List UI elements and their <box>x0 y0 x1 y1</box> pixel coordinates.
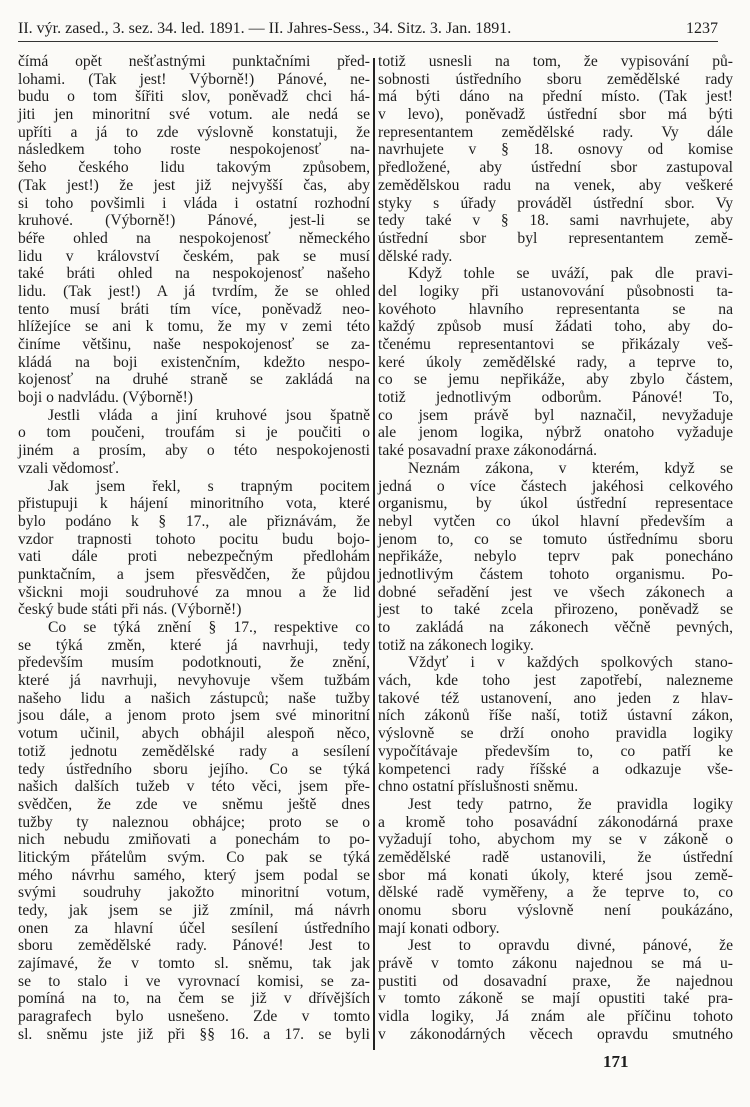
text-line: kovéhoto hlavního representanta se na <box>378 300 733 318</box>
text-line: styky s úřady prováděl ústřední sbor. Vy <box>378 194 733 212</box>
text-line: nepřikáže, nebylo teprv pak ponecháno <box>378 548 733 566</box>
text-line: svými soudruhy jakožto minoritní votum, <box>18 884 370 902</box>
text-line: vyžadují toho, abychom my se v zákoně o <box>378 831 733 849</box>
text-line: punktačním, a jsem přesvědčen, že půjdou <box>18 565 370 583</box>
text-line: hlížejíce se ani k tomu, že my v zemi této <box>18 318 370 336</box>
text-line: jest to také zcela přirozeno, poněvadž se <box>378 601 733 619</box>
text-line: ústřední sbor byl representantem země- <box>378 229 733 247</box>
text-line: takové též ustanovení, ano jeden z hlav- <box>378 689 733 707</box>
text-line: kojenosť na druhé straně se zakládá na <box>18 371 370 389</box>
text-line: litickým přátelům svým. Co pak se týká <box>18 848 370 866</box>
text-line: totiž usnesli na tom, že vypisování pů- <box>378 53 733 70</box>
running-header <box>18 8 718 42</box>
text-line: jiti jen minoritní své votum. ale nedá se <box>18 106 370 124</box>
text-line: chno ostatní příslušnosti sněmu. <box>378 778 579 796</box>
text-line: representantem zemědělské rady. Vy dále <box>378 123 733 141</box>
text-line: organismu, by úkol ústřední representace <box>378 495 733 513</box>
text-line: kompetenci rady říšské a odkazuje vše- <box>378 760 733 778</box>
text-line: v levo), poněvadž ústřední sbor má býti <box>378 106 733 124</box>
text-line: upříti a já to zde výslovně konstatuji, že <box>18 123 370 141</box>
text-line: v zákonodárných věcech opravdu smutného <box>378 1025 733 1043</box>
text-line: sboru zemědělské rady. Pánové! Jest to <box>18 937 370 955</box>
text-line: přistupuji k hájení minoritního vota, které <box>18 495 370 513</box>
text-line: totiž jednotlivým odborům. Pánové! To, <box>378 389 733 407</box>
text-line: nebyl vytčen co úkol hlavní především a <box>378 512 733 530</box>
text-line: lidu. (Tak jest!) A já tvrdím, že se ohled <box>18 282 370 300</box>
running-header-title: II. výr. zased., 3. sez. 34. led. 1891. — II. Jahres-Sess., 34. Sitz. 3. Jan. 1891. <box>18 20 512 37</box>
text-line: se týká změn, které já navrhuji, tedy <box>18 636 370 654</box>
text-line: dobné seřadění jest ve všech zákonech a <box>378 583 733 601</box>
text-line: budu o tom šířiti slov, poněvadž chci há- <box>18 88 370 106</box>
text-line: našeho lidu a našich zástupců; naše tužby <box>18 689 370 707</box>
text-line: našich dalších tužeb v této věci, jsem pře- <box>18 778 370 796</box>
text-line: zajímavé, že v tomto sl. sněmu, tak jak <box>18 955 370 973</box>
text-line: a kromě toho posavádní zákonodárná praxe <box>378 813 733 831</box>
text-line: co se jemu nepřikáže, aby zbylo částem, <box>378 371 733 389</box>
text-line: kládá na boji existenčním, kdežto nespo- <box>18 353 370 371</box>
text-line: Neznám zákona, v kterém, když se <box>408 459 733 477</box>
text-line: mého návrhu samého, který jsem podal se <box>18 866 370 884</box>
text-line: český bude státi při nás. (Výborně!) <box>18 601 242 619</box>
text-line: vzali vědomosť. <box>18 459 120 477</box>
text-line: vypočítávaje především to, co patří ke <box>378 742 733 760</box>
text-line: které já navrhuji, nevyhovuje všem tužbám <box>18 672 370 690</box>
text-line: sbor má konati úkoly, které jsou země- <box>378 866 733 884</box>
text-line: si toho povšimli i vláda i ostatní rozhodní <box>18 194 370 212</box>
text-line: tužby ty naleznou obhájce; proto se o <box>18 813 370 831</box>
text-line: Co se týká znění § 17., respektive co <box>48 619 370 636</box>
text-line: sl. sněmu jste již při §§ 16. a 17. se byli <box>18 1025 370 1043</box>
text-line: vati dále proti nebezpečným předlohám <box>18 548 370 566</box>
text-line: také posavadní praxe zákonodárná. <box>378 442 598 460</box>
text-line: jsou dále, a jenom proto jsem své minoritní <box>18 707 370 725</box>
text-line: keré úkoly zemědělské rady, a teprve to, <box>378 353 733 371</box>
text-line: čímá opět nešťastnými punktačními před- <box>18 53 370 70</box>
text-line: ních zákonů říše naší, totiž ústavní zákon, <box>378 707 733 725</box>
text-line: tedy také v § 18. sami navrhujete, aby <box>378 212 733 230</box>
text-line: to zakládá na zákonech věčně pevných, <box>378 619 733 636</box>
column-divider <box>373 58 375 1050</box>
text-line: zemědělskou radu na venek, aby veškeré <box>378 176 733 194</box>
text-line: tedy, jak jsem se již zmínil, má návrh <box>18 902 370 919</box>
text-line: dělské rady. <box>378 247 453 265</box>
text-line: vách, kde toho jest zapotřebí, nalezneme <box>378 672 733 690</box>
left-column <box>18 53 370 1044</box>
text-line: Jest to opravdu divné, pánové, že <box>408 937 733 955</box>
text-line: Jest tedy patrno, že pravidla logiky <box>408 795 733 813</box>
text-line: šeho českého lidu takovým způsobem, <box>18 159 370 177</box>
text-line: béře ohled na nespokojenosť německého <box>18 229 370 247</box>
text-line: totiž na zákonech logiky. <box>378 636 534 654</box>
text-line: lohami. (Tak jest! Výborně!) Pánové, ne- <box>18 70 370 88</box>
text-line: mají konati odbory. <box>378 919 500 937</box>
text-line: co jsem právě byl naznačil, nevyžaduje <box>378 406 733 424</box>
text-line: lidu v království českém, pak se musí <box>18 247 370 265</box>
text-line: v tomto zákoně se mají opustiti také pra- <box>378 990 733 1008</box>
text-line: se to stalo i ve vyrovnací komisi, se za- <box>18 972 370 990</box>
text-line: nich nebudu zmiňovati a ponechám to po- <box>18 831 370 849</box>
text-line: Jestli vláda a jiní kruhové jsou špatně <box>48 406 370 424</box>
text-line: také bráti ohled na nespokojenosť našeho <box>18 265 370 283</box>
text-line: činíme většinu, naše nespokojenosť se za- <box>18 336 370 353</box>
text-line: onomu sboru výslovně není poukázáno, <box>378 902 733 919</box>
text-line: kruhové. (Výborně!) Pánové, jest-li se <box>18 212 370 230</box>
text-line: votum učinil, abych obhájil alespoň něco, <box>18 725 370 743</box>
right-column <box>378 53 733 1044</box>
text-line: následkem toho roste nespokojenosť na- <box>18 141 370 159</box>
text-line: jenom to, co se tomuto ústřednímu sboru <box>378 530 733 548</box>
text-line: Když tohle se uváží, pak dle pravi- <box>408 265 733 283</box>
text-line: právě v tomto zákonu najednou se má u- <box>378 955 733 973</box>
text-line: zemědělské radě ustanovili, že ústřední <box>378 848 733 866</box>
text-line: del logiky při ustanovování působnosti ta- <box>378 282 733 300</box>
text-line: onen za hlavní účel sesílení ústředního <box>18 919 370 937</box>
text-line: pustiti od dosavadní praxe, že najednou <box>378 972 733 990</box>
text-line: navrhujete v § 18. osnovy od komise <box>378 141 733 159</box>
text-line: totiž jednotu zemědělské rady a sesílení <box>18 742 370 760</box>
text-line: ale jenom logika, nýbrž onatoho vyžaduje <box>378 424 733 442</box>
text-line: o tom poučeni, troufám si je poučiti o <box>18 424 370 442</box>
text-line: bylo podáno k § 17., ale přiznávám, že <box>18 512 370 530</box>
text-line: vidla logiky, Já znám ale příčinu tohoto <box>378 1008 733 1026</box>
text-line: předložené, aby ústřední sbor zastupoval <box>378 159 733 177</box>
text-line: každý způsob musí žádati toho, aby do- <box>378 318 733 336</box>
folio-number: 171 <box>603 1052 629 1071</box>
text-line: pomíná na to, na čem se již v dřívějších <box>18 990 370 1008</box>
text-line: především musím podotknouti, že znění, <box>18 654 370 672</box>
text-line: vzdor trapnosti tohoto pocitu budu bojo- <box>18 530 370 548</box>
text-line: jednotlivým částem tohoto organismu. Po- <box>378 565 733 583</box>
text-line: paragrafech bylo usnešeno. Zde v tomto <box>18 1008 370 1026</box>
text-line: všickni moji soudruhové za mnou a že lid <box>18 583 370 601</box>
text-line: (Tak jest!) že jest již nejvyšší čas, aby <box>18 176 370 194</box>
text-line: výslovně se drží onoho pravidla logiky <box>378 725 733 743</box>
text-line: jiném a prosím, aby o této nespokojenosti <box>18 442 370 460</box>
text-line: tedy ústředního sboru jejího. Co se týká <box>18 760 370 778</box>
text-line: Vždyť i v každých spolkových stano- <box>408 654 733 672</box>
text-line: tčenému representantovi se přikázaly veš- <box>378 336 733 353</box>
text-line: Jak jsem řekl, s trapným pocitem <box>48 477 370 495</box>
text-line: jedná o více částech jakéhosi celkového <box>378 477 733 495</box>
text-line: boji o nadvládu. (Výborně!) <box>18 389 193 407</box>
text-line: tento musí bráti tím více, poněvadž neo- <box>18 300 370 318</box>
text-line: svědčen, že zde ve sněmu ještě dnes <box>18 795 370 813</box>
text-line: sobnosti ústředního sboru zemědělské rady <box>378 70 733 88</box>
page-number: 1237 <box>686 20 718 37</box>
text-line: dělské radě vyměřeny, a že teprve to, co <box>378 884 733 902</box>
text-line: má býti dáno na přední místo. (Tak jest! <box>378 88 733 106</box>
